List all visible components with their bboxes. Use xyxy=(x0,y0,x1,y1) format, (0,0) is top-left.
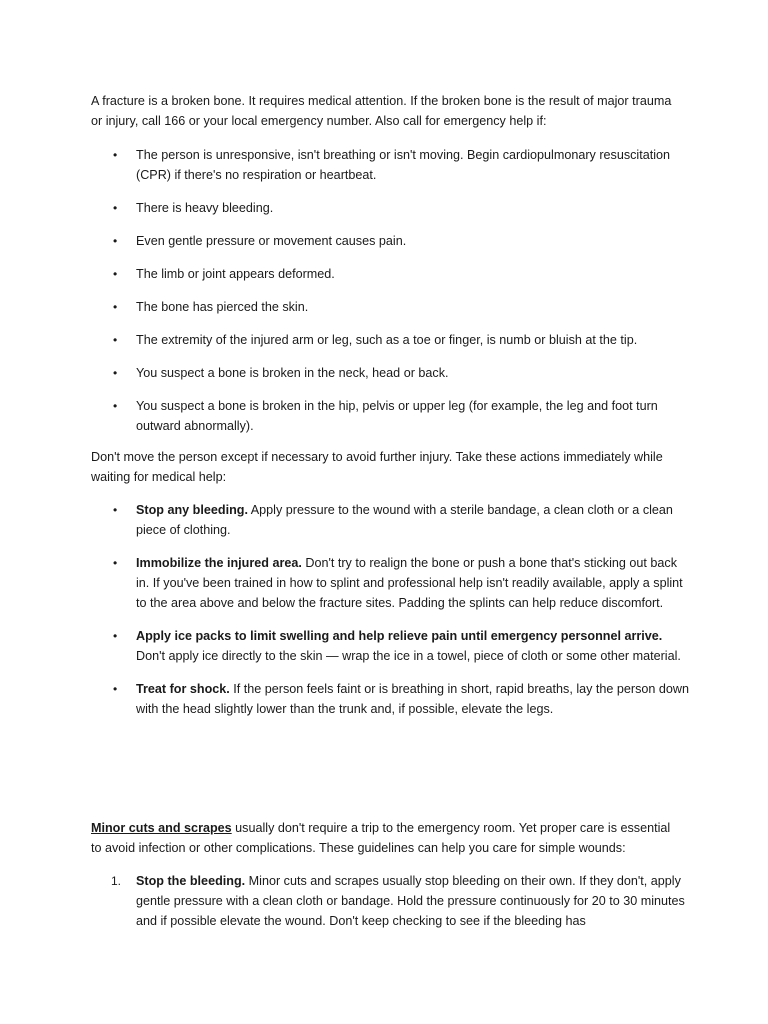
intro-paragraph: A fracture is a broken bone. It requires medical attention. If the broken bone is the result of major trauma or injury, call 166 or your local emergency number. Also call for emergency help if: xyxy=(91,94,672,128)
list-item-text: Minor cuts and scrapes usually stop bleeding on their own. If they don't, apply gentle pressure with a clean cloth or bandage. Hold the pressure continuously for 20 to 30 minutes and if possible elevate the wound. Don't keep checking to see if the bleeding has xyxy=(136,874,685,928)
list-item xyxy=(91,198,691,218)
bullet-marker: • xyxy=(113,267,118,281)
list-item xyxy=(91,871,691,931)
emergency-signs-list xyxy=(91,145,691,436)
list-item-text: The extremity of the injured arm or leg, such as a toe or finger, is numb or bluish at the tip. xyxy=(136,333,638,347)
list-item-lead: Immobilize the injured area. xyxy=(136,556,302,570)
list-item xyxy=(91,264,691,284)
bullet-marker: • xyxy=(113,556,118,570)
bullet-marker: • xyxy=(113,201,118,215)
bullet-marker: • xyxy=(113,333,118,347)
list-item-text: Even gentle pressure or movement causes pain. xyxy=(136,234,407,248)
list-item-lead: Stop any bleeding. xyxy=(136,503,248,517)
bullet-marker: • xyxy=(113,300,118,314)
cuts-steps-list xyxy=(91,871,691,931)
cuts-heading-link[interactable]: Minor cuts and scrapes xyxy=(91,821,232,835)
list-item-text: Apply pressure to the wound with a sterile bandage, a clean cloth or a clean piece of clothing. xyxy=(136,503,673,537)
list-item xyxy=(91,363,691,383)
bullet-marker: • xyxy=(113,503,118,517)
list-item-lead: Treat for shock. xyxy=(136,682,230,696)
cuts-intro-paragraph xyxy=(91,818,681,858)
list-item-text: You suspect a bone is broken in the hip, pelvis or upper leg (for example, the leg and foot turn outward abnormally). xyxy=(136,399,658,433)
bullet-marker: • xyxy=(113,148,118,162)
actions-intro-paragraph: Don't move the person except if necessary to avoid further injury. Take these actions immediately while waiting for medical help: xyxy=(91,450,663,484)
list-item-text: There is heavy bleeding. xyxy=(136,201,274,215)
list-item xyxy=(91,626,691,666)
list-item-text: The person is unresponsive, isn't breathing or isn't moving. Begin cardiopulmonary resuscitation (CPR) if there's no respiration or heartbeat. xyxy=(136,148,671,182)
list-item-text: You suspect a bone is broken in the neck, head or back. xyxy=(136,366,449,380)
list-item-lead: Apply ice packs to limit swelling and help relieve pain until emergency personnel arrive. xyxy=(136,629,663,643)
list-item xyxy=(91,297,691,317)
list-item-text: Don't try to realign the bone or push a bone that's sticking out back in. If you've been trained in how to splint and professional help isn't readily available, apply a splint to the area above and below the fracture sites. Padding the splints can help reduce discomfort. xyxy=(136,556,683,610)
first-aid-actions-list xyxy=(91,500,691,719)
bullet-marker: • xyxy=(113,629,118,643)
list-item xyxy=(91,330,691,350)
list-item xyxy=(91,145,691,185)
bullet-marker: • xyxy=(113,366,118,380)
bullet-marker: • xyxy=(113,682,118,696)
list-item-lead: Stop the bleeding. xyxy=(136,874,246,888)
cuts-intro-text: usually don't require a trip to the emergency room. Yet proper care is essential to avoid infection or other complications. These guidelines can help you care for simple wounds: xyxy=(91,821,671,855)
list-item-text: If the person feels faint or is breathing in short, rapid breaths, lay the person down with the head slightly lower than the trunk and, if possible, elevate the legs. xyxy=(136,682,690,716)
list-item xyxy=(91,553,691,613)
list-item-text: Don't apply ice directly to the skin — wrap the ice in a towel, piece of cloth or some other material. xyxy=(136,649,681,663)
list-item xyxy=(91,396,691,436)
step-number: 1. xyxy=(111,874,122,888)
list-item xyxy=(91,500,691,540)
list-item-text: The bone has pierced the skin. xyxy=(136,300,309,314)
bullet-marker: • xyxy=(113,399,118,413)
list-item xyxy=(91,231,691,251)
list-item xyxy=(91,679,691,719)
list-item-text: The limb or joint appears deformed. xyxy=(136,267,335,281)
bullet-marker: • xyxy=(113,234,118,248)
